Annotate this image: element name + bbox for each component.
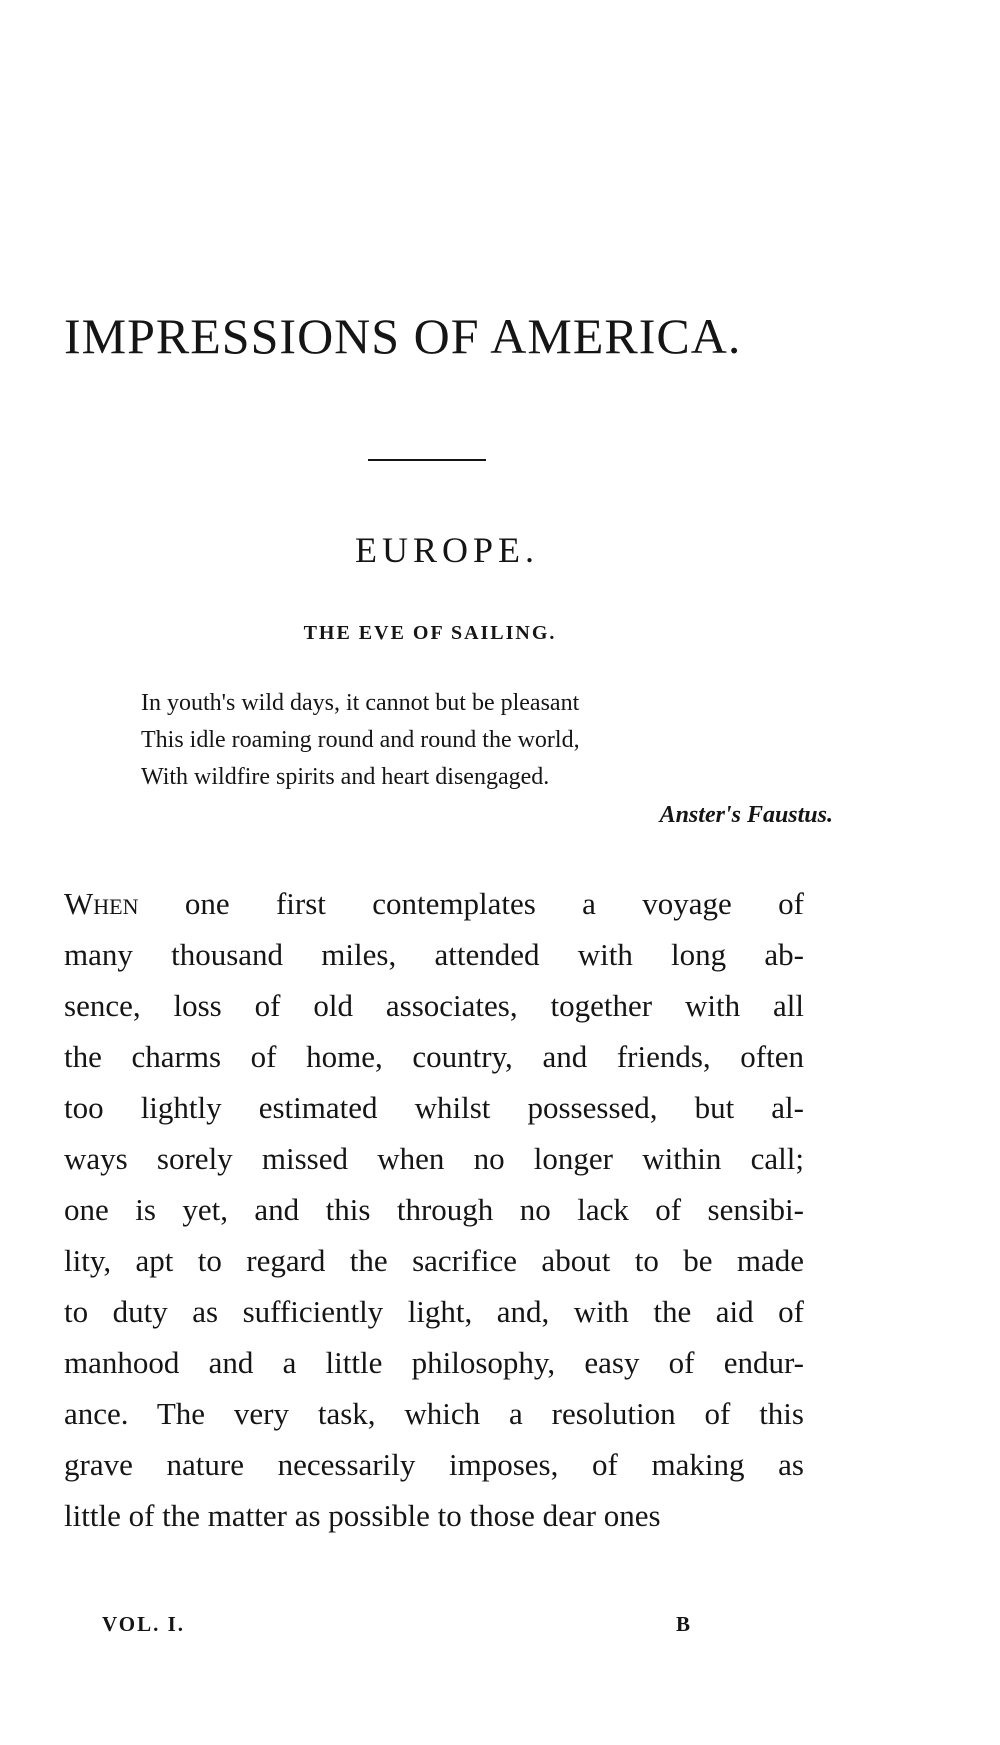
body-line: lity, apt to regard the sacrifice about to be made [64, 1243, 804, 1278]
body-paragraph [64, 878, 804, 1541]
chapter-subheading: THE EVE OF SAILING. [303, 622, 557, 644]
signature-mark: B [676, 1612, 691, 1636]
body-line: manhood and a little philosophy, easy of endur- [64, 1345, 804, 1380]
section-heading: EUROPE. [354, 530, 539, 570]
body-line: sence, loss of old associates, together with all [64, 988, 804, 1023]
title-divider [368, 459, 486, 461]
epigraph-line: With wildfire spirits and heart disengaged. [141, 764, 550, 790]
epigraph-line: In youth's wild days, it cannot but be pleasant [141, 690, 580, 716]
first-line-text: one first contemplates a voyage of [138, 886, 804, 921]
body-line: ance. The very task, which a resolution of this [64, 1396, 804, 1431]
epigraph [141, 685, 831, 796]
body-line: too lightly estimated whilst possessed, but al- [64, 1090, 804, 1125]
body-line: the charms of home, country, and friends, often [64, 1039, 804, 1074]
body-line: many thousand miles, attended with long ab- [64, 937, 804, 972]
body-line: grave nature necessarily imposes, of making as [64, 1447, 804, 1482]
volume-marker: VOL. I. [102, 1612, 186, 1636]
body-line: little of the matter as possible to those dear ones [64, 1498, 661, 1533]
page-title: IMPRESSIONS OF AMERICA. [64, 308, 742, 364]
lead-word: When [64, 886, 139, 921]
body-line: to duty as sufficiently light, and, with the aid of [64, 1294, 804, 1329]
body-line [64, 878, 804, 929]
body-line: ways sorely missed when no longer within call; [64, 1141, 804, 1176]
body-line: one is yet, and this through no lack of sensibi- [64, 1192, 804, 1227]
epigraph-attribution: Anster's Faustus. [659, 802, 833, 828]
epigraph-line: This idle roaming round and round the world, [141, 727, 580, 753]
